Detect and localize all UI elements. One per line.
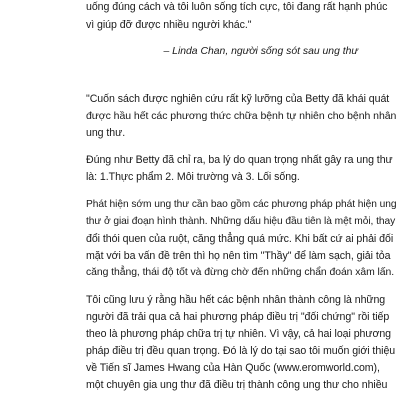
- paragraph-2-line-1: Đúng như Betty đã chỉ ra, ba lý do quan trọng nhất gây ra ung thư: [86, 154, 393, 166]
- paragraph-3-line-3: đổi thói quen của ruột, căng thẳng quá mức. Khi bất cứ ai phải đối: [86, 233, 394, 245]
- paragraph-4-line-4: pháp điều trị đều quan trọng. Đó là lý do tại sao tôi muốn giới thiệu: [86, 345, 396, 357]
- paragraph-4-line-1: Tôi cũng lưu ý rằng hầu hết các bệnh nhân thành công là những: [86, 294, 386, 306]
- paragraph-4-line-3: theo là phương pháp chữa trị tự nhiên. Vì vậy, cả hai loại phương: [86, 328, 392, 340]
- paragraph-4-line-6: một chuyên gia ung thư đã điều trị thành công ung thư cho nhiều: [86, 379, 388, 391]
- paragraph-4-line-5: về Tiến sĩ James Hwang của Hàn Quốc (www.eromworld.com),: [86, 362, 380, 374]
- paragraph-3-line-5: căng thẳng, thái độ tốt và đừng chờ đến những chẩn đoán xâm lấn.: [86, 267, 395, 278]
- paragraph-2-line-2: là: 1.Thực phẩm 2. Môi trường và 3. Lối sống.: [86, 171, 300, 183]
- paragraph-1-line-3: ung thư.: [86, 127, 126, 139]
- paragraph-4-line-2: người đã trải qua cả hai phương pháp điều trị "đối chứng" rồi tiếp: [86, 311, 390, 323]
- quote-attribution: – Linda Chan, người sống sót sau ung thư: [163, 46, 358, 57]
- quote-top-line-2: vì giúp đỡ được nhiều người khác.": [86, 19, 252, 31]
- paragraph-1-line-2: được hầu hết các phương thức chữa bệnh tự nhiên cho bệnh nhân: [86, 110, 397, 122]
- paragraph-3-line-1: Phát hiện sớm ung thư cần bao gồm các phương pháp phát hiện ung: [86, 199, 397, 210]
- paragraph-1-line-1: "Cuốn sách được nghiên cứu rất kỹ lưỡng của Betty đã khái quát: [86, 93, 390, 105]
- quote-top-line-1: uống đúng cách và tôi luôn sống tích cực, tôi đang rất hạnh phúc: [86, 1, 388, 13]
- paragraph-3-line-4: mặt với ba vấn đề trên thì họ nên tìm "Thầy" để làm sạch, giải tỏa: [86, 250, 391, 262]
- paragraph-3-line-2: thư ở giai đoạn hình thành. Những dấu hiệu đầu tiên là mệt mỏi, thay: [86, 216, 396, 227]
